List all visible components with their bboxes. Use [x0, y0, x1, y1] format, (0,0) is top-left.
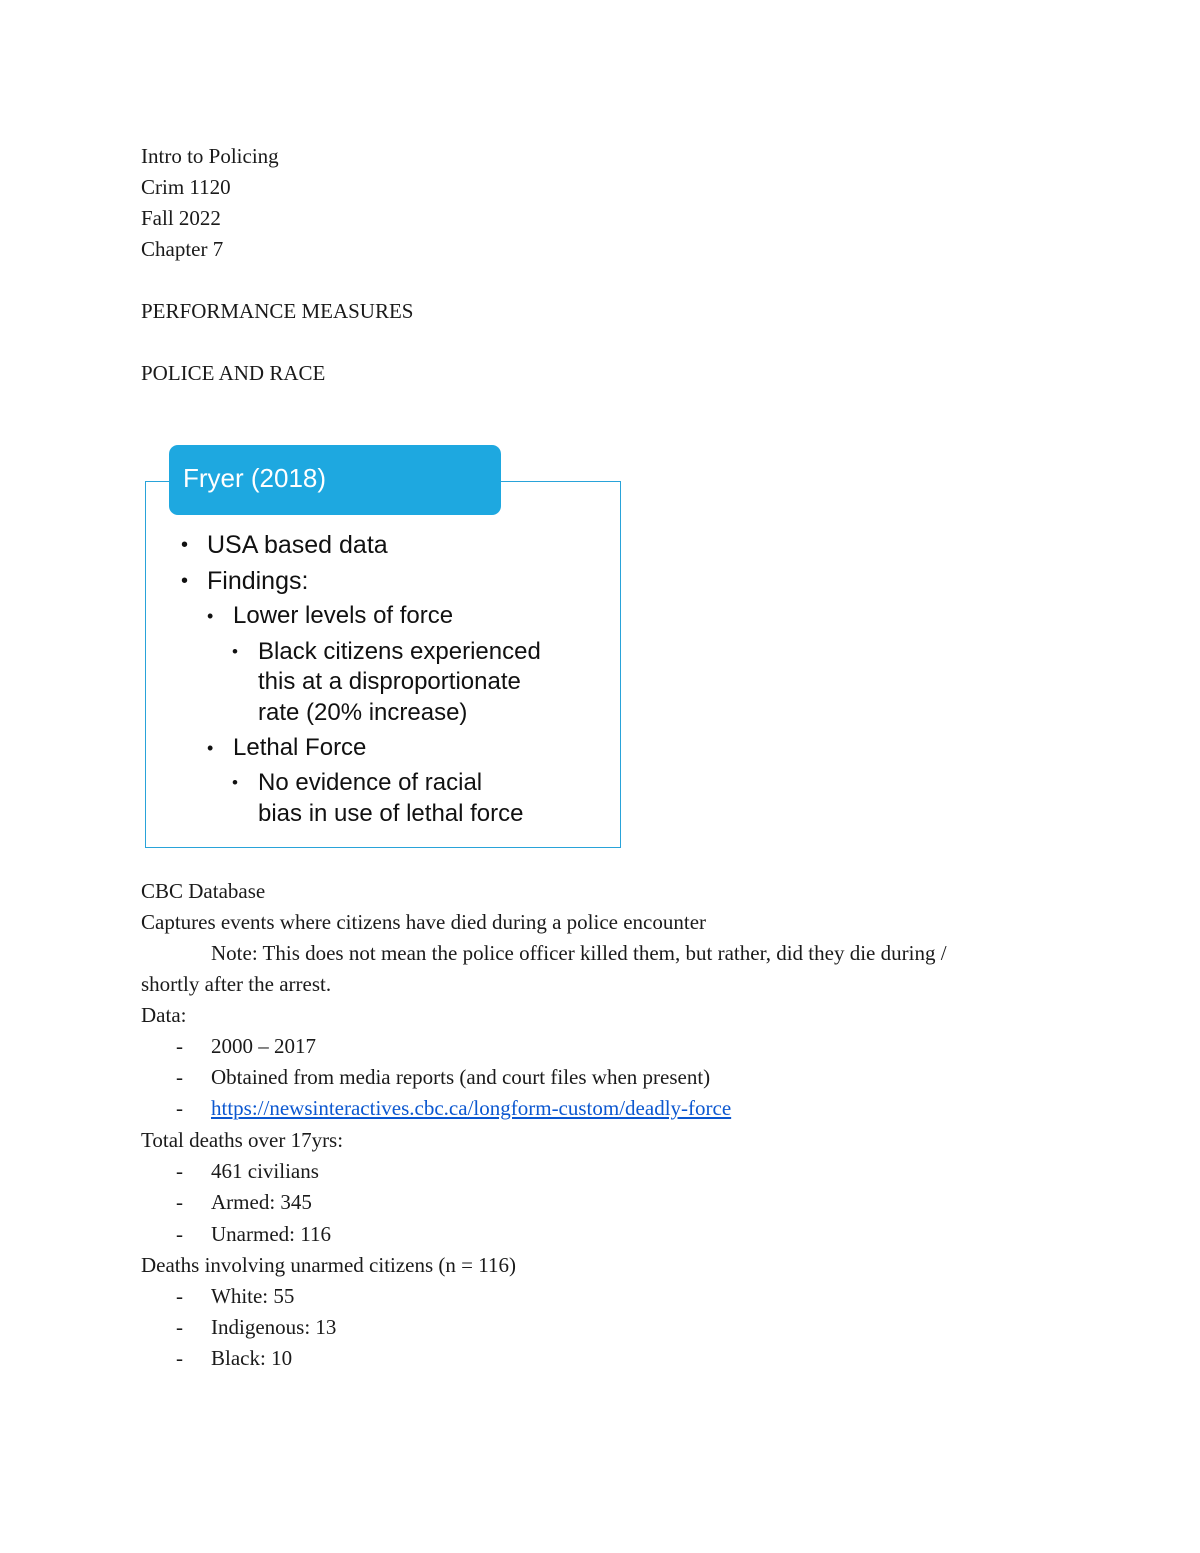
- section-heading-performance: PERFORMANCE MEASURES: [141, 299, 414, 323]
- slide-bullet-no-evidence-2: bias in use of lethal force: [258, 800, 524, 827]
- bullet-icon: •: [181, 534, 189, 556]
- data-source: Obtained from media reports (and court files when present): [211, 1065, 711, 1089]
- slide-bullet-black-citizens-1: Black citizens experienced: [258, 638, 541, 665]
- dash-marker: -: [176, 1065, 183, 1089]
- total-unarmed: Unarmed: 116: [211, 1222, 331, 1246]
- data-label: Data:: [141, 1003, 187, 1027]
- total-civilians: 461 civilians: [211, 1159, 319, 1183]
- bullet-icon: •: [232, 642, 238, 661]
- section-heading-race: POLICE AND RACE: [141, 361, 326, 385]
- cbc-note-line1: Note: This does not mean the police officer killed them, but rather, did they die during /: [211, 941, 947, 965]
- term: Fall 2022: [141, 206, 221, 230]
- cbc-note-line2: shortly after the arrest.: [141, 972, 332, 996]
- data-years: 2000 – 2017: [211, 1034, 316, 1058]
- dash-marker: -: [176, 1284, 183, 1308]
- slide-bullet-black-citizens-2: this at a disproportionate: [258, 668, 521, 695]
- course-title: Intro to Policing: [141, 144, 279, 168]
- slide-title-banner: [169, 445, 501, 515]
- dash-marker: -: [176, 1034, 183, 1058]
- bullet-icon: •: [207, 606, 214, 626]
- dash-marker: -: [176, 1222, 183, 1246]
- total-deaths-label: Total deaths over 17yrs:: [141, 1128, 344, 1152]
- slide-bullet-findings: Findings:: [207, 567, 309, 595]
- unarmed-white: White: 55: [211, 1284, 295, 1308]
- cbc-deadly-force-link[interactable]: https://newsinteractives.cbc.ca/longform-custom/deadly-force: [211, 1096, 732, 1120]
- slide-bullet-lower-force: Lower levels of force: [233, 602, 454, 629]
- slide-bullet-no-evidence-1: No evidence of racial: [258, 769, 483, 796]
- slide-bullet-lethal-force: Lethal Force: [233, 734, 367, 761]
- dash-marker: -: [176, 1190, 183, 1214]
- bullet-icon: •: [181, 570, 189, 592]
- chapter: Chapter 7: [141, 237, 224, 261]
- slide-title: Fryer (2018): [183, 463, 327, 493]
- unarmed-deaths-label: Deaths involving unarmed citizens (n = 116): [141, 1253, 516, 1277]
- course-code: Crim 1120: [141, 175, 231, 199]
- unarmed-black: Black: 10: [211, 1346, 293, 1370]
- dash-marker: -: [176, 1315, 183, 1339]
- dash-marker: -: [176, 1159, 183, 1183]
- cbc-title: CBC Database: [141, 879, 266, 903]
- unarmed-indigenous: Indigenous: 13: [211, 1315, 337, 1339]
- total-armed: Armed: 345: [211, 1190, 312, 1214]
- slide-bullet-usa: USA based data: [207, 531, 388, 559]
- bullet-icon: •: [232, 773, 238, 792]
- dash-marker: -: [176, 1096, 183, 1120]
- bullet-icon: •: [207, 738, 214, 758]
- dash-marker: -: [176, 1346, 183, 1370]
- slide-bullet-black-citizens-3: rate (20% increase): [258, 699, 468, 726]
- cbc-description: Captures events where citizens have died during a police encounter: [141, 910, 707, 934]
